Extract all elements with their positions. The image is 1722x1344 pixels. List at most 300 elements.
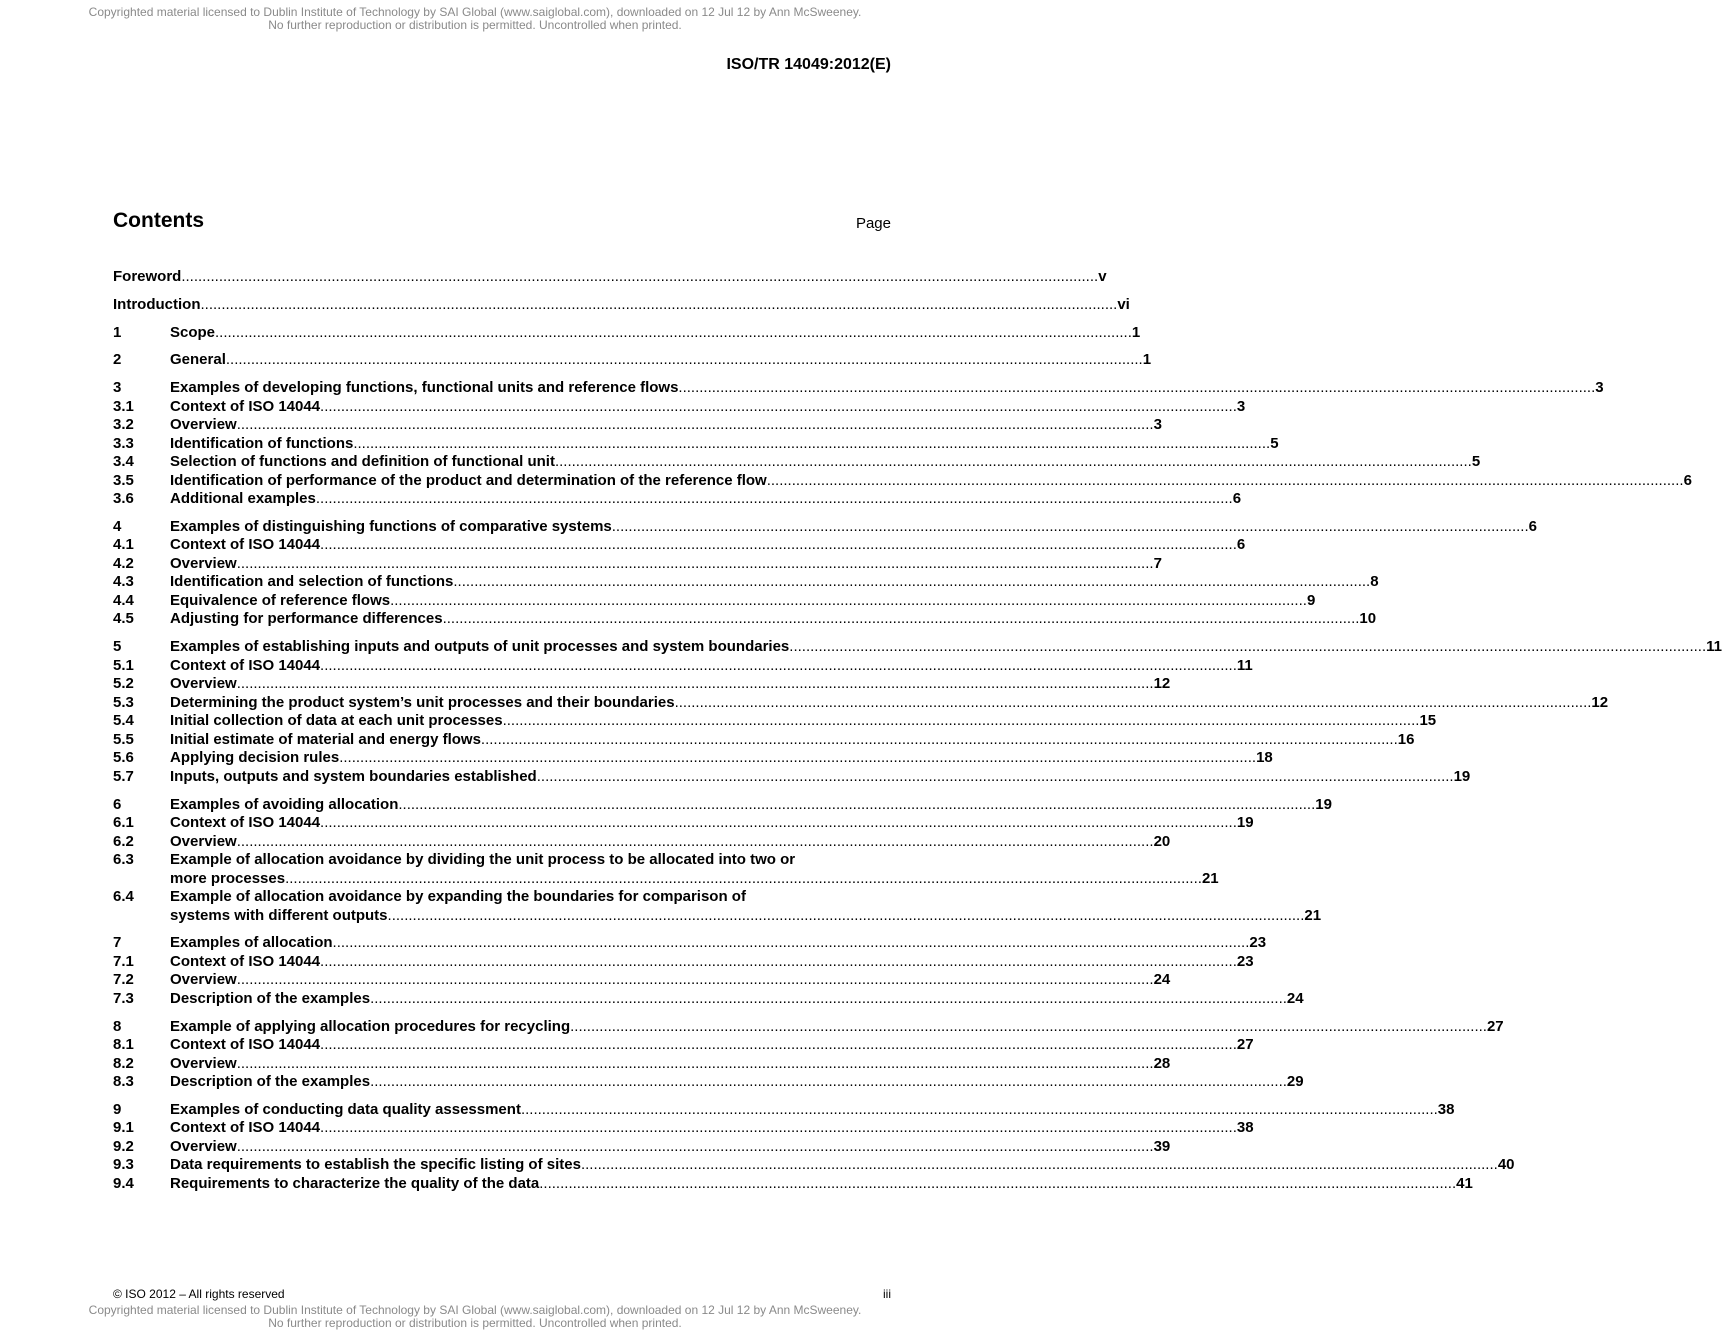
toc-title: Examples of distinguishing functions of comparative systems	[170, 517, 612, 535]
toc-title: Context of ISO 14044	[170, 536, 321, 554]
toc-title: Context of ISO 14044	[170, 814, 321, 832]
toc-line	[170, 573, 1379, 592]
toc-entry[interactable]	[113, 323, 1141, 343]
toc-title: Examples of establishing inputs and outputs of unit processes and system boundaries	[170, 638, 790, 656]
toc-dot-leader	[237, 1055, 1154, 1074]
toc-entry-body	[170, 1073, 1304, 1092]
toc-dot-leader	[481, 731, 1398, 750]
toc-section-number: 5	[113, 638, 122, 656]
toc-page-number: 6	[1232, 490, 1242, 508]
toc-title: Initial estimate of material and energy flows	[170, 730, 481, 748]
toc-entry-body	[170, 471, 1692, 491]
toc-page-number: 21	[1201, 869, 1219, 887]
toc-line	[170, 971, 1171, 990]
toc-entry[interactable]	[113, 397, 1246, 417]
toc-dot-leader	[320, 1036, 1237, 1055]
toc-page-number: v	[1098, 268, 1107, 285]
toc-dot-leader	[789, 638, 1706, 657]
toc-section-number: 6.4	[113, 888, 134, 906]
toc-line	[170, 610, 1377, 629]
toc-line	[170, 453, 1481, 472]
toc-section-number: 5.5	[113, 730, 134, 748]
toc-entry[interactable]	[113, 656, 1253, 676]
toc-line	[170, 888, 891, 907]
toc-line	[170, 323, 1141, 343]
toc-dot-leader	[181, 268, 1098, 287]
toc-entry[interactable]	[113, 749, 1273, 768]
toc-title: Overview	[170, 1137, 237, 1155]
toc-entry-body	[113, 268, 1107, 287]
toc-entry[interactable]	[113, 471, 1692, 491]
toc-group	[113, 1017, 1504, 1092]
toc-dot-leader	[678, 379, 1595, 398]
toc-group	[113, 1100, 1515, 1194]
toc-title: Adjusting for performance differences	[170, 610, 443, 628]
toc-title: Examples of conducting data quality assessment	[170, 1100, 521, 1118]
toc-dot-leader	[237, 971, 1154, 990]
toc-entry[interactable]	[113, 1137, 1171, 1157]
toc-entry-body	[170, 888, 1322, 925]
toc-line	[170, 851, 891, 870]
toc-dot-leader	[320, 657, 1237, 676]
toc-section-number: 7.2	[113, 971, 134, 989]
toc-dot-leader	[453, 573, 1370, 592]
toc-entry-body	[170, 656, 1253, 676]
toc-dot-leader	[237, 555, 1154, 574]
copyright-line: No further reproduction or distribution is permitted. Uncontrolled when printed.	[268, 1316, 682, 1330]
toc-title: Examples of allocation	[170, 934, 333, 952]
toc-dot-leader	[237, 675, 1154, 694]
toc-section-number: 8.2	[113, 1054, 134, 1072]
toc-dot-leader	[320, 814, 1237, 833]
toc-entry[interactable]	[113, 490, 1242, 509]
toc-group	[113, 351, 1152, 370]
toc-entry[interactable]	[113, 934, 1267, 953]
toc-section-number: 3.6	[113, 490, 134, 508]
toc-title: Identification and selection of functions	[170, 573, 454, 591]
toc-title: Example of applying allocation procedures for recycling	[170, 1017, 571, 1035]
toc-section-number: 8.3	[113, 1073, 134, 1091]
toc-dot-leader	[353, 435, 1270, 454]
toc-page-number: vi	[1117, 295, 1130, 313]
toc-entry-body	[170, 610, 1377, 629]
toc-section-number: 6.3	[113, 851, 134, 869]
toc-section-number: 3.4	[113, 453, 134, 471]
toc-entry-body	[170, 767, 1471, 787]
toc-entry-body	[170, 379, 1604, 398]
toc-section-number: 3.3	[113, 434, 134, 452]
toc-page-number: 16	[1397, 730, 1415, 748]
toc-line	[170, 351, 1152, 370]
toc-entry[interactable]	[113, 379, 1604, 398]
toc-page-number: 19	[1315, 795, 1332, 813]
toc-entry[interactable]	[113, 351, 1152, 370]
toc-dot-leader	[320, 536, 1237, 555]
toc-entry[interactable]	[113, 1073, 1304, 1092]
toc-entry[interactable]	[113, 554, 1162, 574]
toc-page-number: 7	[1153, 554, 1162, 572]
toc-line	[170, 795, 1332, 815]
toc-section-number: 5.2	[113, 675, 134, 693]
toc-entry-body	[170, 795, 1332, 815]
toc-entry[interactable]	[113, 1174, 1473, 1194]
toc-entry[interactable]	[113, 971, 1171, 990]
toc-page-number: 8	[1370, 573, 1379, 591]
toc-entry-body	[170, 397, 1246, 417]
toc-title: Context of ISO 14044	[170, 656, 321, 674]
table-of-contents	[113, 268, 1722, 1203]
toc-page-number: 27	[1236, 1036, 1254, 1054]
toc-page-number: 28	[1153, 1054, 1171, 1072]
toc-dot-leader	[570, 1018, 1487, 1037]
toc-dot-leader	[443, 610, 1360, 629]
toc-line	[170, 1119, 1254, 1138]
toc-section-number: 3.2	[113, 416, 134, 434]
toc-entry-body	[170, 536, 1246, 555]
toc-page-number: 12	[1591, 693, 1609, 711]
toc-page-number: 21	[1304, 906, 1322, 924]
toc-page-number: 15	[1419, 712, 1437, 730]
toc-dot-leader	[612, 518, 1529, 537]
toc-group	[113, 268, 1107, 287]
toc-dot-leader	[388, 907, 1305, 926]
toc-section-number: 3	[113, 379, 122, 397]
toc-entry[interactable]	[113, 814, 1254, 833]
toc-page-number: 40	[1497, 1156, 1515, 1174]
toc-entry[interactable]	[113, 712, 1437, 731]
toc-section-number: 5.7	[113, 767, 134, 785]
toc-section-number: 8	[113, 1017, 122, 1035]
toc-entry-body	[170, 712, 1437, 731]
toc-dot-leader	[539, 1175, 1456, 1194]
toc-dot-leader	[226, 351, 1143, 370]
toc-title: Overview	[170, 416, 237, 434]
toc-entry-body	[170, 554, 1162, 574]
toc-entry-body	[170, 434, 1279, 454]
toc-section-number: 4.1	[113, 536, 134, 554]
toc-title: Overview	[170, 554, 237, 572]
toc-line	[170, 906, 1322, 926]
toc-page-number: 23	[1249, 934, 1267, 952]
toc-title: Initial collection of data at each unit processes	[170, 712, 503, 730]
toc-entry[interactable]	[113, 795, 1332, 815]
toc-entry-body	[170, 453, 1481, 472]
toc-entry-body	[170, 1017, 1504, 1037]
toc-entry-body	[170, 591, 1316, 611]
toc-section-number: 2	[113, 351, 122, 369]
toc-line	[170, 536, 1246, 555]
toc-title: Examples of developing functions, functional units and reference flows	[170, 379, 679, 397]
toc-title: Example of allocation avoidance by expanding the boundaries for comparison of	[170, 888, 746, 906]
toc-title: Introduction	[113, 295, 201, 313]
toc-section-number: 3.1	[113, 397, 134, 415]
toc-line	[170, 675, 1171, 694]
toc-dot-leader	[320, 398, 1237, 417]
toc-dot-leader	[555, 453, 1472, 472]
toc-dot-leader	[215, 324, 1132, 343]
toc-title: Example of allocation avoidance by dividing the unit process to be allocated into two or	[170, 851, 796, 869]
toc-entry[interactable]	[113, 591, 1316, 611]
toc-page-number: 19	[1236, 814, 1254, 832]
toc-line	[170, 554, 1162, 574]
toc-section-number: 4.3	[113, 573, 134, 591]
toc-line	[170, 1100, 1455, 1120]
toc-page-number: 3	[1236, 397, 1246, 415]
toc-entry[interactable]	[113, 730, 1415, 750]
toc-entry-body	[170, 730, 1415, 750]
toc-title: Requirements to characterize the quality of the data	[170, 1174, 540, 1192]
toc-page-number: 39	[1153, 1137, 1171, 1155]
toc-page-number: 5	[1270, 434, 1279, 452]
toc-page-number: 11	[1706, 638, 1722, 656]
toc-line	[170, 434, 1279, 454]
toc-title: Foreword	[113, 268, 182, 285]
toc-page-number: 29	[1286, 1073, 1304, 1091]
toc-entry[interactable]	[113, 573, 1379, 592]
toc-line	[170, 869, 1219, 889]
toc-dot-leader	[767, 472, 1684, 491]
toc-section-number: 5.3	[113, 693, 134, 711]
toc-line	[170, 471, 1692, 491]
toc-section-number: 7	[113, 934, 122, 952]
toc-title: Equivalence of reference flows	[170, 591, 391, 609]
toc-line	[170, 1156, 1515, 1175]
toc-dot-leader	[320, 953, 1237, 972]
toc-section-number: 3.5	[113, 471, 134, 489]
toc-entry[interactable]	[113, 1017, 1504, 1037]
toc-entry[interactable]	[113, 767, 1471, 787]
toc-dot-leader	[581, 1156, 1498, 1175]
toc-title: Context of ISO 14044	[170, 952, 321, 970]
toc-page-number: 18	[1256, 749, 1273, 767]
toc-entry-body	[170, 490, 1242, 509]
toc-line	[170, 416, 1162, 435]
toc-line	[170, 767, 1471, 787]
toc-entry[interactable]	[113, 416, 1162, 435]
toc-title: Overview	[170, 832, 237, 850]
toc-line	[170, 379, 1604, 398]
toc-dot-leader	[320, 1119, 1237, 1138]
toc-page-number: 10	[1359, 610, 1377, 628]
toc-page-number: 11	[1236, 656, 1253, 674]
toc-line	[170, 397, 1246, 417]
footer-copyright: © ISO 2012 – All rights reserved	[113, 1287, 285, 1301]
toc-line	[170, 952, 1254, 972]
toc-entry[interactable]	[113, 952, 1254, 972]
toc-title: General	[170, 351, 226, 369]
toc-line	[170, 712, 1437, 731]
toc-section-number: 9.3	[113, 1156, 134, 1174]
toc-line	[170, 638, 1722, 657]
toc-group	[113, 638, 1722, 786]
toc-entry-body	[170, 1137, 1171, 1157]
toc-section-number: 4.2	[113, 554, 134, 572]
toc-group	[113, 934, 1304, 1008]
toc-page-number: 23	[1236, 952, 1254, 970]
toc-line	[170, 730, 1415, 750]
toc-entry-body	[170, 1100, 1455, 1120]
toc-line	[170, 1174, 1473, 1194]
toc-entry[interactable]	[113, 1156, 1515, 1175]
toc-page-number: 41	[1456, 1174, 1473, 1192]
copyright-line: No further reproduction or distribution is permitted. Uncontrolled when printed.	[268, 18, 682, 32]
toc-group	[113, 517, 1537, 629]
toc-entry-body	[170, 832, 1171, 852]
toc-line	[170, 1017, 1504, 1037]
toc-page-number: 24	[1153, 971, 1171, 989]
toc-dot-leader	[537, 768, 1454, 787]
toc-title: Identification of functions	[170, 434, 354, 452]
toc-dot-leader	[237, 416, 1154, 435]
toc-section-number: 9.4	[113, 1174, 134, 1192]
toc-line	[170, 989, 1304, 1009]
toc-dot-leader	[390, 592, 1307, 611]
toc-dot-leader	[503, 712, 1420, 731]
toc-entry-body	[170, 1119, 1254, 1138]
toc-line	[170, 934, 1267, 953]
toc-entry-body	[170, 323, 1141, 343]
toc-title: Identification of performance of the product and determination of the reference flow	[170, 471, 767, 489]
toc-title: Overview	[170, 675, 237, 693]
toc-entry[interactable]	[113, 536, 1246, 555]
toc-section-number: 6.2	[113, 832, 134, 850]
toc-entry[interactable]	[113, 638, 1722, 657]
toc-group	[113, 795, 1332, 926]
toc-section-number: 5.1	[113, 656, 134, 674]
toc-entry-body	[170, 1156, 1515, 1175]
toc-entry-body	[170, 851, 1219, 888]
toc-dot-leader	[333, 934, 1250, 953]
toc-dot-leader	[339, 749, 1256, 768]
toc-title: Data requirements to establish the specific listing of sites	[170, 1156, 581, 1174]
toc-section-number: 5.6	[113, 749, 134, 767]
toc-page-number: 6	[1236, 536, 1246, 554]
toc-title: Examples of avoiding allocation	[170, 795, 399, 813]
toc-title: Scope	[170, 323, 216, 341]
toc-title: Overview	[170, 1054, 237, 1072]
toc-line	[170, 490, 1242, 509]
toc-title: Context of ISO 14044	[170, 1036, 321, 1054]
contents-title: Contents	[113, 209, 204, 232]
toc-dot-leader	[521, 1101, 1438, 1120]
toc-line	[170, 1036, 1254, 1055]
toc-entry[interactable]	[113, 453, 1481, 472]
toc-dot-leader	[237, 833, 1154, 852]
toc-line	[170, 1054, 1171, 1074]
toc-title: Applying decision rules	[170, 749, 340, 767]
toc-section-number: 4	[113, 517, 122, 535]
toc-dot-leader	[370, 990, 1287, 1009]
toc-entry-body	[170, 416, 1162, 435]
toc-entry-body	[170, 638, 1722, 657]
toc-entry-body	[170, 952, 1254, 972]
toc-section-number: 5.4	[113, 712, 134, 730]
toc-entry[interactable]	[113, 1054, 1171, 1074]
toc-section-number: 9	[113, 1100, 122, 1118]
copyright-notice-bottom	[0, 1304, 950, 1330]
toc-section-number: 8.1	[113, 1036, 134, 1054]
toc-section-number: 9.2	[113, 1137, 134, 1155]
toc-page-number: 3	[1153, 416, 1162, 434]
toc-page-number: 9	[1306, 591, 1316, 609]
toc-section-number: 4.4	[113, 591, 134, 609]
toc-group	[113, 379, 1692, 509]
toc-entry-body	[170, 749, 1273, 768]
toc-dot-leader	[675, 694, 1592, 713]
toc-section-number: 7.3	[113, 989, 134, 1007]
toc-line	[113, 268, 1107, 287]
toc-section-number: 7.1	[113, 952, 134, 970]
toc-line	[170, 591, 1316, 611]
page-column-label: Page	[855, 215, 891, 232]
toc-entry[interactable]	[113, 675, 1171, 694]
toc-entry[interactable]	[113, 989, 1304, 1009]
toc-entry[interactable]	[113, 517, 1537, 537]
toc-line	[170, 517, 1537, 537]
toc-entry-body	[170, 814, 1254, 833]
toc-group	[113, 295, 1130, 315]
toc-dot-leader	[285, 870, 1202, 889]
toc-title: Context of ISO 14044	[170, 1119, 321, 1137]
toc-dot-leader	[370, 1073, 1287, 1092]
toc-title: Determining the product system’s unit processes and their boundaries	[170, 693, 675, 711]
toc-page-number: 19	[1453, 767, 1471, 785]
toc-entry[interactable]	[113, 434, 1279, 454]
toc-group	[113, 323, 1141, 343]
toc-page-number: 1	[1131, 323, 1141, 341]
toc-page-number: 1	[1142, 351, 1152, 369]
toc-entry[interactable]	[113, 610, 1377, 629]
toc-page-number: 38	[1437, 1100, 1455, 1118]
toc-page-number: 6	[1528, 517, 1537, 535]
toc-line	[170, 693, 1609, 713]
toc-entry-body	[170, 351, 1152, 370]
toc-entry[interactable]	[113, 1100, 1455, 1120]
toc-line	[170, 814, 1254, 833]
toc-entry[interactable]	[113, 1119, 1254, 1138]
toc-entry[interactable]	[113, 888, 1322, 925]
toc-title: Selection of functions and definition of functional unit	[170, 453, 555, 471]
toc-title: systems with different outputs	[170, 906, 388, 924]
toc-page-number: 38	[1236, 1119, 1254, 1137]
toc-dot-leader	[200, 296, 1117, 315]
toc-entry[interactable]	[113, 693, 1609, 713]
toc-entry[interactable]	[113, 268, 1107, 287]
toc-entry-body	[170, 934, 1267, 953]
toc-entry-body	[170, 517, 1537, 537]
toc-page-number: 3	[1595, 379, 1604, 397]
toc-dot-leader	[237, 1138, 1154, 1157]
toc-page-number: 5	[1471, 453, 1481, 471]
toc-entry[interactable]	[113, 832, 1171, 852]
toc-entry-body	[170, 1036, 1254, 1055]
toc-entry[interactable]	[113, 295, 1130, 315]
toc-line	[113, 295, 1130, 315]
toc-entry-body	[170, 1054, 1171, 1074]
toc-page-number: 24	[1286, 989, 1304, 1007]
toc-section-number: 9.1	[113, 1119, 134, 1137]
copyright-notice-top	[0, 6, 950, 32]
toc-entry[interactable]	[113, 851, 1219, 888]
toc-title: Additional examples	[170, 490, 316, 508]
toc-entry[interactable]	[113, 1036, 1254, 1055]
toc-entry-body	[170, 693, 1609, 713]
toc-entry-body	[170, 573, 1379, 592]
toc-title: Description of the examples	[170, 989, 371, 1007]
toc-section-number: 6	[113, 795, 122, 813]
toc-title: Context of ISO 14044	[170, 397, 321, 415]
document-code: ISO/TR 14049:2012(E)	[726, 56, 891, 73]
